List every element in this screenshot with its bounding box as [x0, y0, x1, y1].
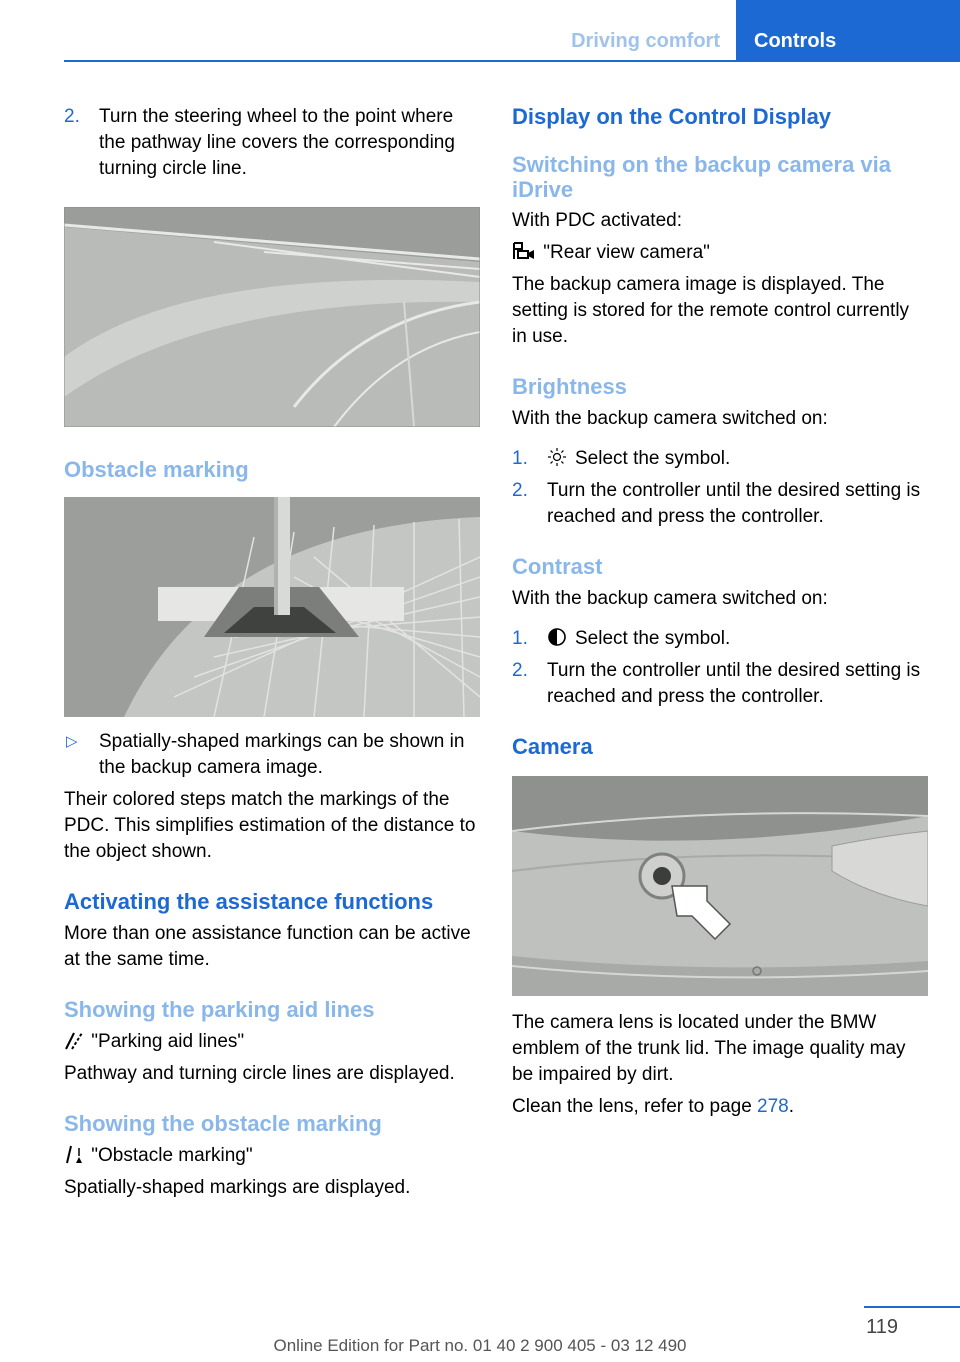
obstacle-menu-label: "Obstacle marking": [91, 1145, 253, 1166]
parking-lines-text: Pathway and turning circle lines are displayed.: [64, 1063, 455, 1084]
pathway-lines-image: [64, 207, 480, 427]
obstacle-show-heading: Showing the obstacle marking: [64, 1111, 382, 1136]
step-2-number: 2.: [64, 106, 80, 127]
obstacle-marking-heading: Obstacle marking: [64, 457, 249, 482]
brightness-step-1-text: Select the symbol.: [575, 448, 731, 469]
brightness-heading: Brightness: [512, 374, 627, 399]
contrast-step-1: [512, 626, 928, 652]
parking-lines-icon: [64, 1030, 86, 1050]
contrast-step-1-text: Select the symbol.: [575, 628, 731, 649]
header-chapter-label: Controls: [754, 30, 837, 52]
rear-view-camera-icon: [512, 241, 538, 261]
camera-location-image: [512, 776, 928, 996]
bullet-text: Spatially-shaped markings can be shown in the backup camera image.: [99, 731, 465, 778]
camera-heading: Camera: [512, 734, 593, 759]
colored-steps-text: Their colored steps match the markings of the PDC. This simplifies estimation of the distance to the object shown.: [64, 789, 476, 862]
brightness-step-2: [512, 478, 928, 530]
right-column: [512, 104, 928, 1120]
brightness-sun-icon: [547, 447, 567, 467]
pathway-lines-illustration: [64, 207, 480, 427]
obstacle-marking-image: [64, 497, 480, 717]
switching-heading: Switching on the backup camera via iDrive: [512, 152, 891, 202]
trunk-camera-illustration: [512, 776, 928, 996]
step-2-text: Turn the steering wheel to the point where the pathway line covers the corresponding turning circle line.: [99, 106, 455, 179]
rear-view-menu-line: [512, 240, 928, 266]
contrast-heading: Contrast: [512, 554, 603, 579]
brightness-step-1-number: 1.: [512, 448, 528, 469]
footer-rule: [864, 1306, 960, 1308]
step-2: [64, 104, 480, 182]
left-column: [64, 104, 480, 1201]
triangle-bullet-icon: ▷: [66, 733, 78, 750]
rear-view-menu-label: "Rear view camera": [543, 242, 710, 263]
activating-heading: Activating the assistance functions: [64, 889, 434, 914]
obstacle-text: Spatially-shaped markings are displayed.: [64, 1177, 411, 1198]
clean-period: .: [788, 1096, 795, 1117]
activating-text: More than one assistance function can be active at the same time.: [64, 923, 471, 970]
header-chapter-tab: [736, 0, 960, 60]
contrast-step-1-number: 1.: [512, 628, 528, 649]
parking-lines-menu-line: [64, 1029, 480, 1055]
brightness-step-1: [512, 446, 928, 472]
contrast-step-2-text: Turn the controller until the desired setting is reached and press the controller.: [547, 660, 921, 707]
stored-text: The backup camera image is displayed. The setting is stored for the remote control currently in use.: [512, 274, 910, 347]
obstacle-marking-illustration: [64, 497, 480, 717]
page-reference-link[interactable]: 278: [757, 1096, 789, 1117]
header-rule: [64, 60, 960, 62]
contrast-step-2-number: 2.: [512, 660, 528, 681]
obstacle-menu-line: [64, 1143, 480, 1169]
footer-edition: Online Edition for Part no. 01 40 2 900 405 - 03 12 490: [273, 1336, 687, 1355]
parking-lines-heading: Showing the parking aid lines: [64, 997, 375, 1022]
display-heading: Display on the Control Display: [512, 104, 832, 129]
page-number: 119: [866, 1316, 898, 1338]
contrast-intro: With the backup camera switched on:: [512, 588, 828, 609]
page-header: [0, 0, 960, 62]
brightness-step-2-text: Turn the controller until the desired setting is reached and press the controller.: [547, 480, 921, 527]
bullet-item: [64, 729, 480, 781]
parking-lines-menu-label: "Parking aid lines": [91, 1031, 245, 1052]
contrast-step-2: [512, 658, 928, 710]
clean-text: Clean the lens, refer to page: [512, 1096, 752, 1117]
brightness-step-2-number: 2.: [512, 480, 528, 501]
lens-text: The camera lens is located under the BMW emblem of the trunk lid. The image quality may be impaired by dirt.: [512, 1012, 906, 1085]
obstacle-marking-icon: [64, 1144, 86, 1164]
brightness-intro: With the backup camera switched on:: [512, 408, 828, 429]
clean-text-line: [512, 1094, 928, 1120]
pdc-text: With PDC activated:: [512, 210, 682, 231]
header-section-title: Driving comfort: [571, 30, 720, 52]
contrast-icon: [547, 627, 567, 647]
